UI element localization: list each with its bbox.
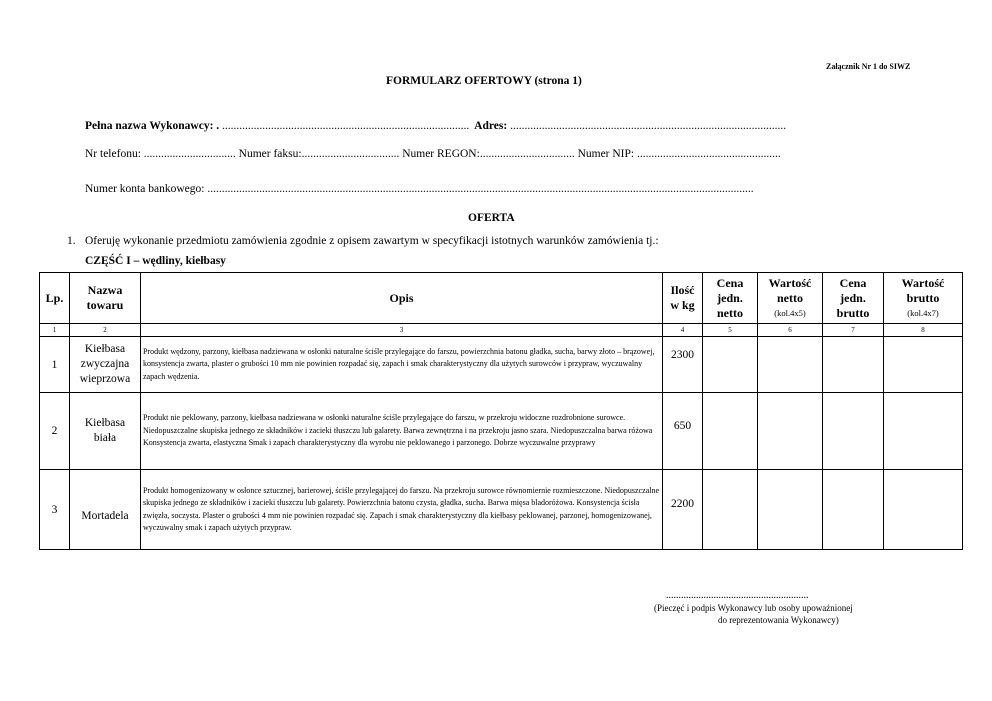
phone-field[interactable]: ................................ bbox=[140, 148, 236, 160]
table-row bbox=[40, 337, 963, 393]
column-number: 4 bbox=[663, 324, 703, 337]
value-gross-cell[interactable] bbox=[884, 470, 963, 550]
col-header-qty: Ilość w kg bbox=[663, 273, 703, 324]
value-gross-cell[interactable] bbox=[884, 337, 963, 393]
nip-field[interactable]: .................................................. bbox=[634, 148, 781, 160]
row-lp: 3 bbox=[40, 470, 70, 550]
regon-label: Numer REGON: bbox=[402, 148, 480, 160]
nip-label: Numer NIP: bbox=[577, 148, 635, 160]
value-net-cell[interactable] bbox=[758, 337, 823, 393]
row-product-name: Kiełbasa biała bbox=[70, 393, 141, 470]
row-description: Produkt nie peklowany, parzony, kiełbasa nadziewana w osłonki naturalne ściśle przylegające do farszu, w przekroju widoczne rozdrobnione surowce. Niedopuszczalne skupiska jednego ze składników i zacieki tłuszczu lub galarety. Barwa zewnętrzna i na przekroju jasno szara. Niedopuszczalna barwa różowa Konsystencja zwarta, elastyczna Smak i zapach charakterystyczny dla wyrobu nie peklowanego i parzonego. Dobrze wyczuwalne przyprawy bbox=[141, 393, 663, 470]
value-gross-cell[interactable] bbox=[884, 393, 963, 470]
contractor-name-line bbox=[85, 120, 786, 132]
column-number: 2 bbox=[70, 324, 141, 337]
signature-line[interactable]: ......................................................... bbox=[666, 590, 809, 601]
unit-price-gross-cell[interactable] bbox=[823, 393, 884, 470]
unit-price-net-cell[interactable] bbox=[703, 337, 758, 393]
offer-heading: OFERTA bbox=[468, 212, 515, 224]
col-header-lp: Lp. bbox=[40, 273, 70, 324]
col-header-unit-price-net: Cena jedn. netto bbox=[703, 273, 758, 324]
table-row bbox=[40, 470, 963, 550]
attachment-label: Załącznik Nr 1 do SIWZ bbox=[826, 62, 911, 71]
row-product-name: Kiełbasa zwyczajna wieprzowa bbox=[70, 337, 141, 393]
address-field[interactable]: ................................................................................................ bbox=[507, 120, 787, 132]
unit-price-net-cell[interactable] bbox=[703, 393, 758, 470]
row-description: Produkt homogenizowany w osłonce sztucznej, barierowej, ściśle przylegającej do farszu. Na przekroju surowce równomiernie rozmieszczone. Niedopuszczalne skupiska jednego ze składników i zacieki tłuszczu lub galarety. Powierzchnia batonu czysta, gładka, sucha. Barwa mięsa bladoróżowa. Konsystencja ścisła zwięzła, soczysta. Plaster o grubości 4 mm nie powinien rozpadać się. Zapach i smak charakterystyczny dla kiełbasy peklowanej, parzonej, homogenizowanej, wyczuwalny smak i zapach użytych przypraw. bbox=[141, 470, 663, 550]
col-header-desc: Opis bbox=[141, 273, 663, 324]
column-number: 6 bbox=[758, 324, 823, 337]
col-header-value-gross: Wartość brutto (kol.4x7) bbox=[884, 273, 963, 324]
contact-line bbox=[85, 148, 781, 160]
bank-account-field[interactable]: .............................................................................................................................................................................................. bbox=[204, 183, 754, 195]
row-lp: 1 bbox=[40, 337, 70, 393]
table-header-row bbox=[40, 273, 963, 324]
col-header-value-net: Wartość netto (kol.4x5) bbox=[758, 273, 823, 324]
row-quantity: 2200 bbox=[663, 470, 703, 550]
part-title: CZĘŚĆ I – wędliny, kiełbasy bbox=[85, 255, 226, 267]
signature-caption-2: do reprezentowania Wykonawcy) bbox=[718, 615, 839, 625]
address-label: Adres: bbox=[474, 120, 508, 132]
unit-price-net-cell[interactable] bbox=[703, 470, 758, 550]
offer-table bbox=[39, 272, 963, 550]
regon-field[interactable]: ................................. bbox=[479, 148, 575, 160]
offer-item-number: 1. bbox=[67, 235, 76, 247]
offer-item bbox=[67, 235, 659, 247]
row-description: Produkt wędzony, parzony, kiełbasa nadziewana w osłonki naturalne ściśle przylegające do farszu, powierzchnia batonu gładka, sucha, barwy złoto – brązowej, konsystencja zwarta, plaster o grubości 10 mm nie powinien rozpadać się, zapach i smak charakterystyczny dla użytych surowców i przypraw, wyczuwalny zapach wędzenia. bbox=[141, 337, 663, 393]
fax-field[interactable]: .................................. bbox=[301, 148, 400, 160]
column-number: 1 bbox=[40, 324, 70, 337]
unit-price-gross-cell[interactable] bbox=[823, 470, 884, 550]
bank-account-label: Numer konta bankowego: bbox=[85, 183, 205, 195]
row-quantity: 650 bbox=[663, 393, 703, 470]
bank-account-line bbox=[85, 183, 754, 195]
contractor-name-field[interactable]: ...................................................................................... bbox=[219, 120, 470, 132]
value-net-cell[interactable] bbox=[758, 393, 823, 470]
phone-label: Nr telefonu: bbox=[85, 148, 141, 160]
offer-item-text: Oferuję wykonanie przedmiotu zamówienia zgodnie z opisem zawartym w specyfikacji istotnych warunków zamówienia tj.: bbox=[85, 235, 659, 247]
row-product-name: Mortadela bbox=[70, 470, 141, 550]
fax-label: Numer faksu: bbox=[238, 148, 302, 160]
unit-price-gross-cell[interactable] bbox=[823, 337, 884, 393]
col-header-unit-price-gross: Cena jedn. brutto bbox=[823, 273, 884, 324]
row-lp: 2 bbox=[40, 393, 70, 470]
column-number: 8 bbox=[884, 324, 963, 337]
value-net-cell[interactable] bbox=[758, 470, 823, 550]
contractor-name-label: Pełna nazwa Wykonawcy: . bbox=[85, 120, 220, 132]
column-number: 7 bbox=[823, 324, 884, 337]
column-number: 5 bbox=[703, 324, 758, 337]
table-row bbox=[40, 393, 963, 470]
row-quantity: 2300 bbox=[663, 337, 703, 393]
col-header-name: Nazwa towaru bbox=[70, 273, 141, 324]
column-number: 3 bbox=[141, 324, 663, 337]
signature-caption: (Pieczęć i podpis Wykonawcy lub osoby upoważnionej bbox=[654, 603, 853, 613]
column-number-row bbox=[40, 324, 963, 337]
form-title: FORMULARZ OFERTOWY (strona 1) bbox=[386, 75, 582, 87]
